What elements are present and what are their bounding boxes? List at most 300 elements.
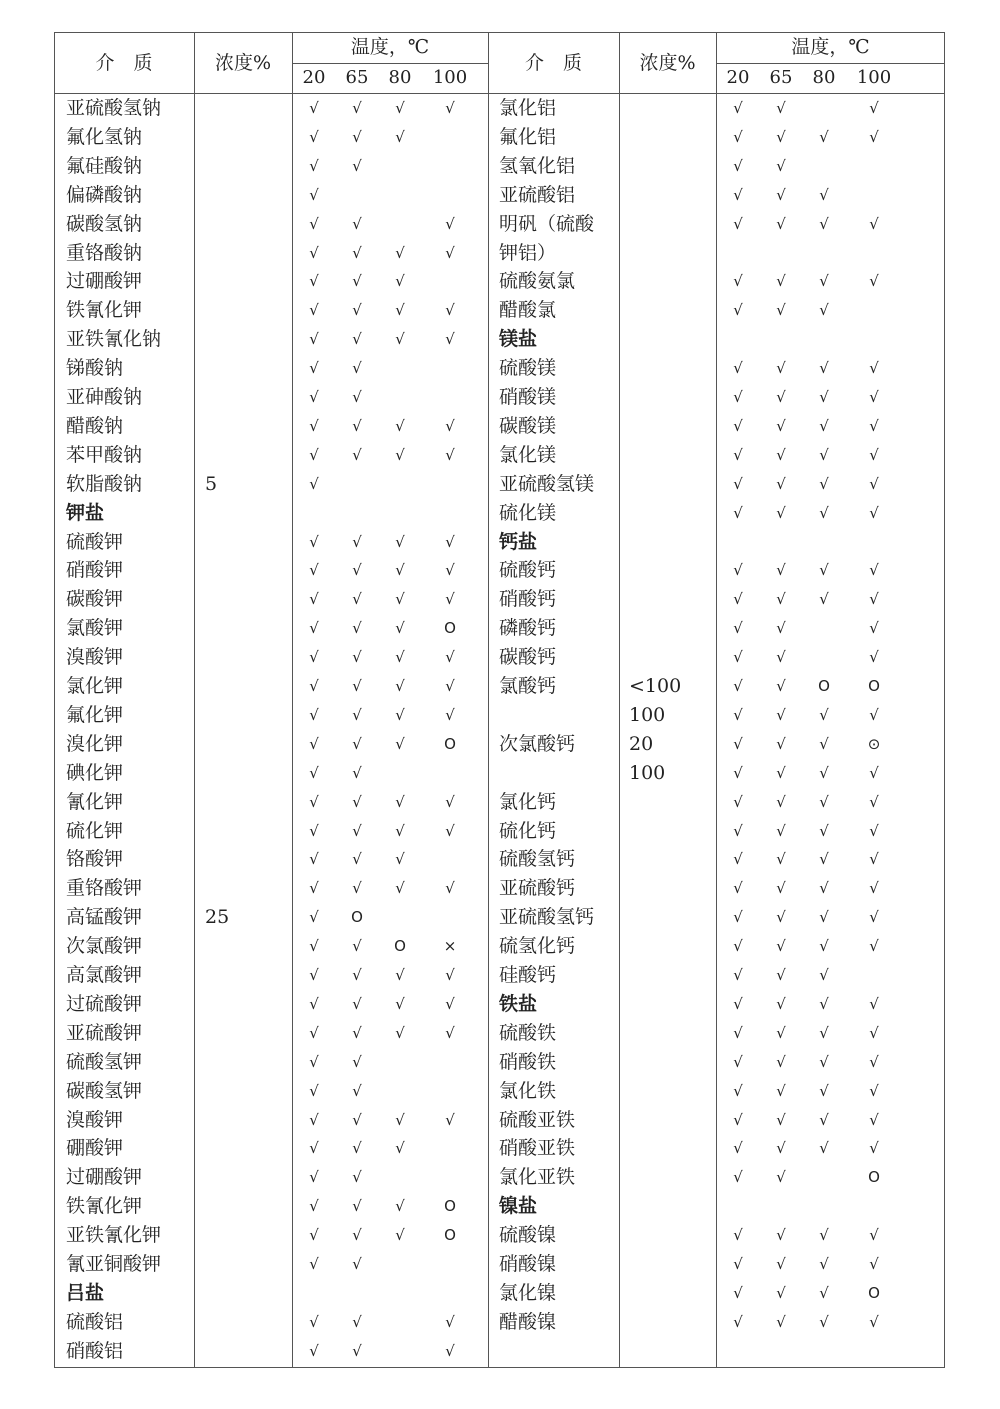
resistance-mark: √ <box>352 648 362 667</box>
resistance-mark: √ <box>776 792 786 811</box>
resistance-mark: √ <box>309 532 319 551</box>
resistance-mark: √ <box>733 185 743 204</box>
concentration-value: 100 <box>629 703 666 726</box>
resistance-mark: √ <box>776 590 786 609</box>
header-medium-left: 介 质 <box>95 52 153 74</box>
resistance-mark: √ <box>309 821 319 840</box>
resistance-mark: √ <box>776 301 786 320</box>
medium-name: 氯化钙 <box>499 790 557 813</box>
resistance-mark: √ <box>309 619 319 638</box>
resistance-mark: √ <box>309 677 319 695</box>
resistance-mark: √ <box>733 1283 743 1302</box>
resistance-mark: √ <box>869 937 879 956</box>
resistance-mark: √ <box>733 416 743 435</box>
resistance-mark: √ <box>776 763 786 782</box>
concentration-value: <100 <box>629 675 682 697</box>
medium-name: 明矾（硫酸 <box>499 212 595 235</box>
resistance-mark: √ <box>395 1139 405 1158</box>
resistance-mark: √ <box>309 185 319 204</box>
medium-name: 亚硫酸氢钙 <box>499 906 595 929</box>
medium-name: 氯化铁 <box>499 1079 557 1102</box>
medium-name: 苯甲酸钠 <box>66 443 143 466</box>
resistance-mark: √ <box>395 301 405 320</box>
resistance-mark: √ <box>445 994 455 1013</box>
resistance-mark: √ <box>819 503 829 522</box>
resistance-mark: √ <box>869 272 879 291</box>
resistance-mark: √ <box>819 908 829 927</box>
resistance-mark: √ <box>352 127 362 146</box>
resistance-mark: √ <box>395 1197 405 1216</box>
header-temp-80: 80 <box>388 67 412 88</box>
resistance-mark: √ <box>869 879 879 898</box>
resistance-mark: √ <box>819 705 829 724</box>
medium-name: 硝酸钙 <box>499 588 557 611</box>
medium-name: 氯化镁 <box>499 443 557 466</box>
resistance-mark: √ <box>352 214 362 233</box>
resistance-mark: √ <box>733 966 743 984</box>
resistance-mark: √ <box>309 1110 319 1129</box>
corrosion-resistance-table <box>54 32 945 1368</box>
resistance-mark: √ <box>352 850 362 869</box>
resistance-mark: √ <box>445 1341 455 1360</box>
resistance-mark: √ <box>309 1341 319 1360</box>
resistance-mark: √ <box>352 1312 362 1331</box>
medium-name: 溴化钾 <box>66 732 124 755</box>
medium-name: 重铬酸钾 <box>66 877 143 900</box>
medium-name: 氟化钾 <box>66 703 124 726</box>
resistance-mark: √ <box>819 1226 829 1245</box>
resistance-mark: √ <box>819 1255 829 1273</box>
resistance-mark: √ <box>776 185 786 204</box>
resistance-mark: √ <box>819 1081 829 1100</box>
medium-name: 偏磷酸钠 <box>66 183 143 206</box>
medium-name: 硫酸铝 <box>66 1310 124 1333</box>
resistance-mark: √ <box>395 648 405 667</box>
resistance-mark: √ <box>869 503 879 522</box>
resistance-mark: √ <box>733 156 743 175</box>
medium-name: 重铬酸钠 <box>66 241 143 264</box>
medium-name: 硫氢化钙 <box>499 935 576 958</box>
medium-name: 氯酸钾 <box>66 617 124 640</box>
resistance-mark: √ <box>445 1023 455 1042</box>
resistance-mark: √ <box>309 1312 319 1331</box>
medium-name: 过硼酸钾 <box>66 1166 143 1189</box>
resistance-mark: √ <box>819 445 829 464</box>
resistance-mark: √ <box>733 503 743 522</box>
resistance-mark: √ <box>309 966 319 984</box>
medium-name: 过硼酸钾 <box>66 270 143 293</box>
resistance-mark: √ <box>776 1023 786 1042</box>
resistance-mark: √ <box>309 445 319 464</box>
resistance-mark: √ <box>869 619 879 638</box>
resistance-mark: ⊙ <box>867 734 881 753</box>
resistance-mark: √ <box>819 561 829 580</box>
concentration-value: 5 <box>205 472 218 495</box>
medium-name: 硫酸氢钾 <box>66 1050 143 1073</box>
resistance-mark: √ <box>733 850 743 869</box>
resistance-mark: √ <box>819 850 829 869</box>
resistance-mark: √ <box>352 416 362 435</box>
resistance-mark: √ <box>352 388 362 406</box>
resistance-mark: √ <box>733 561 743 580</box>
resistance-mark: √ <box>733 619 743 638</box>
col-divider <box>488 32 489 1368</box>
resistance-mark: √ <box>309 330 319 349</box>
medium-name: 溴酸钾 <box>66 1108 124 1131</box>
resistance-mark: √ <box>733 937 743 956</box>
resistance-mark: √ <box>776 879 786 898</box>
resistance-mark: √ <box>733 1023 743 1042</box>
resistance-mark: √ <box>352 445 362 464</box>
resistance-mark: √ <box>395 879 405 898</box>
resistance-mark: √ <box>819 966 829 984</box>
resistance-mark: √ <box>445 705 455 724</box>
resistance-mark: √ <box>733 1081 743 1100</box>
resistance-mark: √ <box>395 677 405 695</box>
resistance-mark: √ <box>733 763 743 782</box>
resistance-mark: √ <box>869 1139 879 1158</box>
resistance-mark: √ <box>819 1139 829 1158</box>
medium-name: 碳酸镁 <box>499 414 557 437</box>
resistance-mark: √ <box>869 590 879 609</box>
medium-name: 碳酸钾 <box>66 588 124 611</box>
resistance-mark: √ <box>395 792 405 811</box>
resistance-mark: √ <box>869 821 879 840</box>
header-temp-100: 100 <box>432 67 468 88</box>
medium-name: 碳酸氢钾 <box>66 1079 143 1102</box>
resistance-mark: √ <box>776 1283 786 1302</box>
resistance-mark: √ <box>395 330 405 349</box>
resistance-mark: √ <box>352 272 362 291</box>
resistance-mark: √ <box>869 1081 879 1100</box>
header-concentration-left: 浓度% <box>214 52 272 74</box>
resistance-mark: √ <box>352 1023 362 1042</box>
resistance-mark: √ <box>819 1110 829 1129</box>
resistance-mark: √ <box>445 99 455 117</box>
medium-name: 碘化钾 <box>66 761 124 784</box>
medium-name: 钾铝） <box>499 241 557 264</box>
header-temperature-left: 温度，℃ <box>350 36 430 58</box>
resistance-mark: √ <box>869 763 879 782</box>
resistance-mark: √ <box>776 908 786 927</box>
resistance-mark: √ <box>819 590 829 609</box>
resistance-mark: √ <box>352 1168 362 1187</box>
header-concentration-right: 浓度% <box>639 52 696 74</box>
medium-name: 氯酸钙 <box>499 675 557 697</box>
resistance-mark: √ <box>395 445 405 464</box>
resistance-mark: √ <box>395 966 405 984</box>
resistance-mark: √ <box>445 301 455 320</box>
col-divider <box>194 32 195 1368</box>
resistance-mark: √ <box>819 763 829 782</box>
resistance-mark: √ <box>733 445 743 464</box>
col-divider <box>292 32 293 1368</box>
resistance-mark: × <box>443 937 457 956</box>
medium-name: 次氯酸钙 <box>499 732 576 755</box>
resistance-mark: √ <box>819 185 829 204</box>
resistance-mark: √ <box>445 214 455 233</box>
resistance-mark: √ <box>445 590 455 609</box>
resistance-mark: √ <box>445 243 455 262</box>
medium-name: 硫酸镍 <box>499 1224 557 1247</box>
resistance-mark: √ <box>395 705 405 724</box>
resistance-mark: O <box>444 1197 456 1216</box>
resistance-mark: √ <box>869 99 879 117</box>
medium-name: 铬酸钾 <box>66 848 124 871</box>
resistance-mark: √ <box>776 937 786 956</box>
resistance-mark: √ <box>309 156 319 175</box>
concentration-value: 20 <box>629 732 654 755</box>
medium-name: 硼酸钾 <box>66 1137 124 1160</box>
resistance-mark: √ <box>352 532 362 551</box>
medium-name: 氰化钾 <box>66 790 124 813</box>
resistance-mark: √ <box>352 966 362 984</box>
resistance-mark: √ <box>776 416 786 435</box>
resistance-mark: √ <box>352 1255 362 1273</box>
resistance-mark: √ <box>309 763 319 782</box>
resistance-mark: √ <box>445 821 455 840</box>
resistance-mark: √ <box>819 821 829 840</box>
resistance-mark: √ <box>776 850 786 869</box>
resistance-mark: √ <box>309 301 319 320</box>
resistance-mark: √ <box>352 792 362 811</box>
resistance-mark: √ <box>445 445 455 464</box>
resistance-mark: √ <box>776 127 786 146</box>
resistance-mark: √ <box>776 1052 786 1071</box>
resistance-mark: √ <box>776 648 786 667</box>
resistance-mark: √ <box>352 763 362 782</box>
resistance-mark: √ <box>733 879 743 898</box>
resistance-mark: √ <box>819 474 829 493</box>
temp-sub-line <box>292 63 488 64</box>
resistance-mark: √ <box>395 243 405 262</box>
resistance-mark: √ <box>819 1023 829 1042</box>
resistance-mark: √ <box>309 388 319 406</box>
resistance-mark: √ <box>395 590 405 609</box>
resistance-mark: √ <box>869 127 879 146</box>
resistance-mark: √ <box>352 1052 362 1071</box>
resistance-mark: √ <box>776 1255 786 1273</box>
resistance-mark: √ <box>733 705 743 724</box>
resistance-mark: √ <box>733 994 743 1013</box>
resistance-mark: √ <box>869 705 879 724</box>
resistance-mark: √ <box>352 705 362 724</box>
resistance-mark: √ <box>309 850 319 869</box>
resistance-mark: O <box>444 734 456 753</box>
resistance-mark: √ <box>445 648 455 667</box>
resistance-mark: √ <box>869 1255 879 1273</box>
resistance-mark: √ <box>776 619 786 638</box>
medium-name: 铁氰化钾 <box>66 299 143 322</box>
resistance-mark: √ <box>352 937 362 956</box>
resistance-mark: √ <box>309 590 319 609</box>
resistance-mark: √ <box>869 1023 879 1042</box>
resistance-mark: √ <box>352 156 362 175</box>
medium-name: 硝酸铁 <box>499 1050 557 1073</box>
medium-name: 氰亚铜酸钾 <box>66 1253 162 1275</box>
header-temp-80: 80 <box>812 67 836 88</box>
medium-name: 氯化铝 <box>499 97 557 119</box>
resistance-mark: √ <box>352 301 362 320</box>
resistance-mark: √ <box>733 1255 743 1273</box>
resistance-mark: √ <box>352 1139 362 1158</box>
header-temp-65: 65 <box>345 67 369 88</box>
resistance-mark: √ <box>776 99 786 117</box>
medium-name: 钙盐 <box>499 530 538 553</box>
medium-name: 氯化钾 <box>66 675 124 697</box>
resistance-mark: √ <box>776 1081 786 1100</box>
resistance-mark: √ <box>733 1052 743 1071</box>
resistance-mark: √ <box>776 272 786 291</box>
resistance-mark: √ <box>445 1110 455 1129</box>
resistance-mark: √ <box>352 561 362 580</box>
resistance-mark: √ <box>776 966 786 984</box>
medium-name: 硝酸亚铁 <box>499 1137 576 1160</box>
medium-name: 氟硅酸钠 <box>66 154 143 177</box>
resistance-mark: √ <box>309 1255 319 1273</box>
resistance-mark: O <box>868 1283 880 1302</box>
resistance-mark: √ <box>776 445 786 464</box>
resistance-mark: √ <box>733 734 743 753</box>
resistance-mark: √ <box>733 127 743 146</box>
medium-name: 氟化氢钠 <box>66 125 143 148</box>
medium-name: 硝酸镍 <box>499 1253 557 1275</box>
resistance-mark: √ <box>395 99 405 117</box>
resistance-mark: √ <box>395 416 405 435</box>
medium-name: 硝酸钾 <box>66 559 124 582</box>
resistance-mark: √ <box>776 214 786 233</box>
resistance-mark: √ <box>309 1197 319 1216</box>
resistance-mark: √ <box>776 821 786 840</box>
resistance-mark: √ <box>395 1110 405 1129</box>
medium-name: 亚铁氰化钠 <box>66 328 162 351</box>
medium-name: 硫酸钾 <box>66 530 124 553</box>
resistance-mark: √ <box>776 503 786 522</box>
resistance-mark: √ <box>445 532 455 551</box>
medium-name: 亚硫酸氢钠 <box>66 97 162 119</box>
medium-name: 硫化镁 <box>499 501 557 524</box>
resistance-mark: √ <box>309 416 319 435</box>
resistance-mark: √ <box>352 590 362 609</box>
resistance-mark: √ <box>819 388 829 406</box>
resistance-mark: √ <box>733 1139 743 1158</box>
resistance-mark: √ <box>352 994 362 1013</box>
resistance-mark: O <box>444 1226 456 1245</box>
resistance-mark: O <box>818 677 830 695</box>
resistance-mark: √ <box>352 1110 362 1129</box>
resistance-mark: √ <box>395 619 405 638</box>
resistance-mark: √ <box>733 388 743 406</box>
medium-name: 亚硫酸氢镁 <box>499 472 595 495</box>
medium-name: 铁盐 <box>499 992 538 1015</box>
medium-name: 碳酸氢钠 <box>66 212 143 235</box>
medium-name: 磷酸钙 <box>499 617 557 640</box>
medium-name: 亚铁氰化钾 <box>66 1224 162 1247</box>
resistance-mark: √ <box>309 561 319 580</box>
medium-name: 氢氧化铝 <box>499 154 576 177</box>
resistance-mark: √ <box>869 416 879 435</box>
medium-name: 硫酸氢钙 <box>499 848 576 871</box>
resistance-mark: √ <box>309 1023 319 1042</box>
resistance-mark: √ <box>309 937 319 956</box>
resistance-mark: √ <box>309 214 319 233</box>
resistance-mark: O <box>868 677 880 695</box>
resistance-mark: √ <box>352 1226 362 1245</box>
medium-name: 高氯酸钾 <box>66 964 143 986</box>
resistance-mark: √ <box>352 330 362 349</box>
medium-name: 过硫酸钾 <box>66 992 143 1015</box>
medium-name: 锑酸钠 <box>66 357 124 380</box>
resistance-mark: √ <box>776 734 786 753</box>
resistance-mark: √ <box>733 214 743 233</box>
resistance-mark: √ <box>309 734 319 753</box>
resistance-mark: √ <box>869 648 879 667</box>
concentration-value: 25 <box>205 906 230 929</box>
resistance-mark: √ <box>776 1226 786 1245</box>
resistance-mark: √ <box>869 994 879 1013</box>
resistance-mark: √ <box>776 994 786 1013</box>
resistance-mark: √ <box>309 1139 319 1158</box>
concentration-value: 100 <box>629 761 666 784</box>
resistance-mark: √ <box>395 734 405 753</box>
resistance-mark: √ <box>869 561 879 580</box>
header-temp-20: 20 <box>726 67 750 88</box>
resistance-mark: √ <box>819 301 829 320</box>
resistance-mark: √ <box>869 850 879 869</box>
resistance-mark: √ <box>352 243 362 262</box>
resistance-mark: √ <box>309 705 319 724</box>
resistance-mark: √ <box>733 1312 743 1331</box>
resistance-mark: √ <box>395 1226 405 1245</box>
resistance-mark: √ <box>309 474 319 493</box>
resistance-mark: √ <box>352 821 362 840</box>
resistance-mark: O <box>351 908 363 927</box>
resistance-mark: √ <box>309 243 319 262</box>
resistance-mark: √ <box>733 301 743 320</box>
resistance-mark: √ <box>733 590 743 609</box>
resistance-mark: √ <box>352 1081 362 1100</box>
temp-sub-line <box>716 63 945 64</box>
resistance-mark: √ <box>869 1312 879 1331</box>
medium-name: 溴酸钾 <box>66 646 124 669</box>
resistance-mark: √ <box>309 792 319 811</box>
resistance-mark: √ <box>309 359 319 378</box>
resistance-mark: √ <box>776 1312 786 1331</box>
resistance-mark: O <box>868 1168 880 1187</box>
resistance-mark: √ <box>733 908 743 927</box>
medium-name: 硅酸钙 <box>499 964 557 986</box>
resistance-mark: √ <box>733 359 743 378</box>
medium-name: 硫化钙 <box>499 819 557 842</box>
medium-name: 硝酸镁 <box>499 386 557 408</box>
resistance-mark: √ <box>309 879 319 898</box>
resistance-mark: √ <box>819 416 829 435</box>
resistance-mark: √ <box>309 99 319 117</box>
resistance-mark: √ <box>869 908 879 927</box>
resistance-mark: √ <box>869 1052 879 1071</box>
resistance-mark: √ <box>395 821 405 840</box>
medium-name: 硝酸铝 <box>66 1339 124 1362</box>
resistance-mark: √ <box>819 214 829 233</box>
medium-name: 软脂酸钠 <box>66 472 143 495</box>
resistance-mark: √ <box>395 1023 405 1042</box>
header-temp-100: 100 <box>856 67 892 88</box>
medium-name: 氟化铝 <box>499 125 557 148</box>
resistance-mark: √ <box>445 561 455 580</box>
resistance-mark: √ <box>733 677 743 695</box>
resistance-mark: √ <box>819 1312 829 1331</box>
medium-name: 吕盐 <box>66 1281 105 1304</box>
